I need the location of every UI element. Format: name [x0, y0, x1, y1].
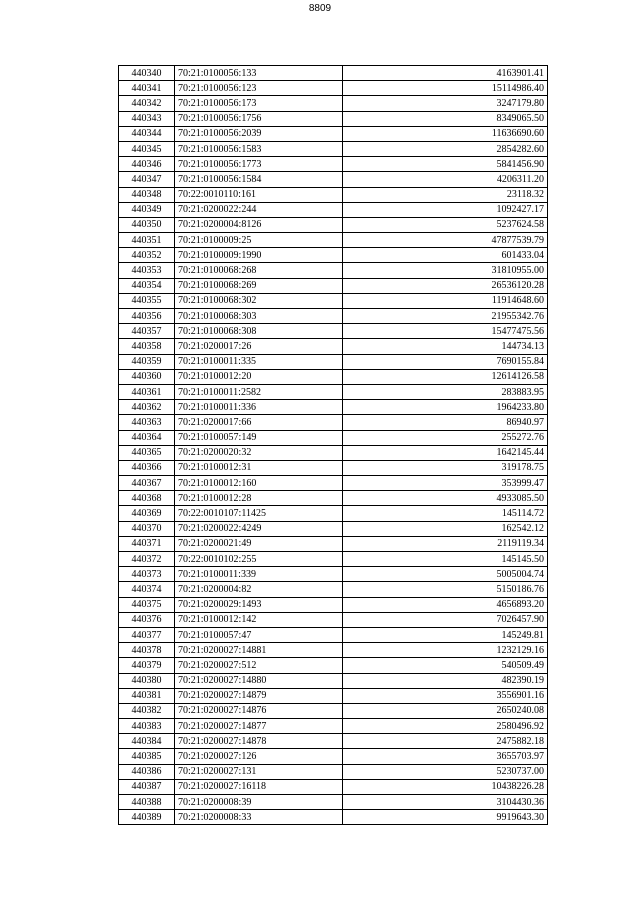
cadastral-number-cell: 70:21:0200020:32 [175, 445, 343, 460]
cadastral-value-cell: 26536120.28 [343, 278, 548, 293]
cadastral-value-cell: 2475882.18 [343, 734, 548, 749]
cadastral-value-cell: 353999.47 [343, 476, 548, 491]
table-row [119, 491, 548, 506]
cadastral-number-cell: 70:21:0200027:131 [175, 764, 343, 779]
row-number-cell: 440388 [119, 795, 175, 810]
table-row [119, 764, 548, 779]
cadastral-number-cell: 70:21:0100056:1773 [175, 157, 343, 172]
cadastral-number-cell: 70:21:0100068:268 [175, 263, 343, 278]
table-row [119, 248, 548, 263]
cadastral-number-cell: 70:21:0200027:14879 [175, 688, 343, 703]
table-row [119, 354, 548, 369]
cadastral-number-cell: 70:21:0200027:512 [175, 658, 343, 673]
row-number-cell: 440385 [119, 749, 175, 764]
cadastral-value-cell: 31810955.00 [343, 263, 548, 278]
row-number-cell: 440376 [119, 612, 175, 627]
cadastral-value-cell: 145145.50 [343, 552, 548, 567]
cadastral-number-cell: 70:21:0200022:4249 [175, 521, 343, 536]
row-number-cell: 440345 [119, 141, 175, 156]
row-number-cell: 440365 [119, 445, 175, 460]
cadastral-number-cell: 70:21:0200027:16118 [175, 779, 343, 794]
cadastral-number-cell: 70:21:0100012:31 [175, 460, 343, 475]
cadastral-number-cell: 70:21:0200027:14881 [175, 643, 343, 658]
cadastral-number-cell: 70:21:0200004:82 [175, 582, 343, 597]
table-row [119, 643, 548, 658]
cadastral-value-cell: 86940.97 [343, 415, 548, 430]
row-number-cell: 440380 [119, 673, 175, 688]
row-number-cell: 440357 [119, 324, 175, 339]
table-row [119, 324, 548, 339]
table-row [119, 688, 548, 703]
cadastral-value-cell: 2650240.08 [343, 703, 548, 718]
cadastral-number-cell: 70:21:0100056:123 [175, 81, 343, 96]
cadastral-number-cell: 70:22:0010110:161 [175, 187, 343, 202]
cadastral-value-cell: 7026457.90 [343, 612, 548, 627]
cadastral-value-cell: 540509.49 [343, 658, 548, 673]
cadastral-value-cell: 4206311.20 [343, 172, 548, 187]
table-row [119, 521, 548, 536]
row-number-cell: 440371 [119, 536, 175, 551]
table-row [119, 673, 548, 688]
cadastral-number-cell: 70:21:0100012:160 [175, 476, 343, 491]
cadastral-number-cell: 70:21:0100011:335 [175, 354, 343, 369]
table-row [119, 339, 548, 354]
row-number-cell: 440383 [119, 719, 175, 734]
cadastral-value-cell: 23118.32 [343, 187, 548, 202]
cadastral-number-cell: 70:21:0200022:244 [175, 202, 343, 217]
cadastral-value-cell: 482390.19 [343, 673, 548, 688]
cadastral-number-cell: 70:21:0200004:8126 [175, 217, 343, 232]
cadastral-value-cell: 4163901.41 [343, 66, 548, 81]
cadastral-value-cell: 144734.13 [343, 339, 548, 354]
cadastral-value-cell: 2854282.60 [343, 141, 548, 156]
table-body [119, 66, 548, 825]
row-number-cell: 440386 [119, 764, 175, 779]
cadastral-value-cell: 5841456.90 [343, 157, 548, 172]
row-number-cell: 440343 [119, 111, 175, 126]
row-number-cell: 440370 [119, 521, 175, 536]
cadastral-number-cell: 70:21:0100056:1583 [175, 141, 343, 156]
cadastral-number-cell: 70:21:0200027:126 [175, 749, 343, 764]
cadastral-number-cell: 70:21:0200017:26 [175, 339, 343, 354]
cadastral-value-cell: 12614126.58 [343, 369, 548, 384]
cadastral-value-cell: 3655703.97 [343, 749, 548, 764]
row-number-cell: 440369 [119, 506, 175, 521]
cadastral-value-cell: 4933085.50 [343, 491, 548, 506]
table-row [119, 81, 548, 96]
cadastral-number-cell: 70:21:0100011:336 [175, 400, 343, 415]
row-number-cell: 440366 [119, 460, 175, 475]
row-number-cell: 440387 [119, 779, 175, 794]
row-number-cell: 440350 [119, 217, 175, 232]
row-number-cell: 440360 [119, 369, 175, 384]
cadastral-number-cell: 70:21:0100056:1584 [175, 172, 343, 187]
row-number-cell: 440374 [119, 582, 175, 597]
row-number-cell: 440368 [119, 491, 175, 506]
cadastral-value-cell: 255272.76 [343, 430, 548, 445]
cadastral-value-cell: 2580496.92 [343, 719, 548, 734]
row-number-cell: 440364 [119, 430, 175, 445]
row-number-cell: 440344 [119, 126, 175, 141]
table-row [119, 384, 548, 399]
row-number-cell: 440379 [119, 658, 175, 673]
table-row [119, 476, 548, 491]
cadastral-number-cell: 70:21:0100012:28 [175, 491, 343, 506]
row-number-cell: 440356 [119, 309, 175, 324]
table-row [119, 552, 548, 567]
table-row [119, 400, 548, 415]
table-row [119, 567, 548, 582]
cadastral-value-cell: 15114986.40 [343, 81, 548, 96]
table-row [119, 66, 548, 81]
table-row [119, 278, 548, 293]
table-row [119, 96, 548, 111]
cadastral-number-cell: 70:21:0100068:269 [175, 278, 343, 293]
cadastral-value-cell: 283883.95 [343, 384, 548, 399]
table-row [119, 627, 548, 642]
table-row [119, 506, 548, 521]
cadastral-value-cell: 3556901.16 [343, 688, 548, 703]
cadastral-value-cell: 8349065.50 [343, 111, 548, 126]
cadastral-number-cell: 70:21:0100056:173 [175, 96, 343, 111]
table-row [119, 460, 548, 475]
table-row [119, 369, 548, 384]
cadastral-number-cell: 70:21:0200008:39 [175, 795, 343, 810]
cadastral-value-cell: 1642145.44 [343, 445, 548, 460]
cadastral-number-cell: 70:21:0100009:25 [175, 233, 343, 248]
cadastral-value-cell: 5230737.00 [343, 764, 548, 779]
row-number-cell: 440372 [119, 552, 175, 567]
cadastral-number-cell: 70:21:0100068:308 [175, 324, 343, 339]
table-row [119, 111, 548, 126]
row-number-cell: 440375 [119, 597, 175, 612]
row-number-cell: 440382 [119, 703, 175, 718]
table-row [119, 597, 548, 612]
row-number-cell: 440349 [119, 202, 175, 217]
row-number-cell: 440358 [119, 339, 175, 354]
table-row [119, 795, 548, 810]
row-number-cell: 440359 [119, 354, 175, 369]
cadastral-number-cell: 70:21:0100011:339 [175, 567, 343, 582]
cadastral-value-cell: 5150186.76 [343, 582, 548, 597]
cadastral-number-cell: 70:22:0010107:11425 [175, 506, 343, 521]
cadastral-value-cell: 11636690.60 [343, 126, 548, 141]
cadastral-value-table [118, 65, 548, 825]
cadastral-number-cell: 70:21:0100068:303 [175, 309, 343, 324]
cadastral-number-cell: 70:21:0200027:14880 [175, 673, 343, 688]
cadastral-value-cell: 319178.75 [343, 460, 548, 475]
cadastral-number-cell: 70:22:0010102:255 [175, 552, 343, 567]
cadastral-value-cell: 9919643.30 [343, 810, 548, 825]
cadastral-value-cell: 1232129.16 [343, 643, 548, 658]
row-number-cell: 440378 [119, 643, 175, 658]
table-row [119, 719, 548, 734]
table-row [119, 141, 548, 156]
cadastral-value-cell: 3104430.36 [343, 795, 548, 810]
cadastral-number-cell: 70:21:0100056:1756 [175, 111, 343, 126]
table-row [119, 202, 548, 217]
table-row [119, 217, 548, 232]
table-row [119, 157, 548, 172]
cadastral-number-cell: 70:21:0100057:47 [175, 627, 343, 642]
row-number-cell: 440352 [119, 248, 175, 263]
table-row [119, 293, 548, 308]
cadastral-number-cell: 70:21:0100056:133 [175, 66, 343, 81]
row-number-cell: 440354 [119, 278, 175, 293]
row-number-cell: 440347 [119, 172, 175, 187]
cadastral-number-cell: 70:21:0100011:2582 [175, 384, 343, 399]
table-row [119, 309, 548, 324]
table-row [119, 703, 548, 718]
cadastral-value-cell: 2119119.34 [343, 536, 548, 551]
cadastral-number-cell: 70:21:0100057:149 [175, 430, 343, 445]
row-number-cell: 440340 [119, 66, 175, 81]
table-row [119, 582, 548, 597]
cadastral-value-cell: 1964233.80 [343, 400, 548, 415]
page-number: 8809 [308, 3, 332, 14]
cadastral-value-cell: 21955342.76 [343, 309, 548, 324]
cadastral-value-cell: 5005004.74 [343, 567, 548, 582]
row-number-cell: 440373 [119, 567, 175, 582]
row-number-cell: 440381 [119, 688, 175, 703]
table-row [119, 126, 548, 141]
table-row [119, 415, 548, 430]
row-number-cell: 440384 [119, 734, 175, 749]
cadastral-value-cell: 3247179.80 [343, 96, 548, 111]
table-row [119, 658, 548, 673]
cadastral-value-cell: 47877539.79 [343, 233, 548, 248]
row-number-cell: 440346 [119, 157, 175, 172]
row-number-cell: 440367 [119, 476, 175, 491]
cadastral-value-cell: 601433.04 [343, 248, 548, 263]
cadastral-value-cell: 10438226.28 [343, 779, 548, 794]
row-number-cell: 440353 [119, 263, 175, 278]
table-row [119, 233, 548, 248]
cadastral-number-cell: 70:21:0100056:2039 [175, 126, 343, 141]
cadastral-number-cell: 70:21:0100068:302 [175, 293, 343, 308]
table-row [119, 734, 548, 749]
row-number-cell: 440363 [119, 415, 175, 430]
table-row [119, 263, 548, 278]
cadastral-value-cell: 145114.72 [343, 506, 548, 521]
cadastral-number-cell: 70:21:0200021:49 [175, 536, 343, 551]
cadastral-number-cell: 70:21:0100012:142 [175, 612, 343, 627]
cadastral-number-cell: 70:21:0200017:66 [175, 415, 343, 430]
cadastral-number-cell: 70:21:0100012:20 [175, 369, 343, 384]
cadastral-value-cell: 4656893.20 [343, 597, 548, 612]
cadastral-number-cell: 70:21:0200027:14877 [175, 719, 343, 734]
table-row [119, 172, 548, 187]
cadastral-number-cell: 70:21:0200027:14878 [175, 734, 343, 749]
cadastral-value-cell: 5237624.58 [343, 217, 548, 232]
row-number-cell: 440342 [119, 96, 175, 111]
row-number-cell: 440377 [119, 627, 175, 642]
table-row [119, 187, 548, 202]
table-row [119, 749, 548, 764]
table-row [119, 612, 548, 627]
table-row [119, 779, 548, 794]
table-row [119, 445, 548, 460]
cadastral-value-cell: 7690155.84 [343, 354, 548, 369]
row-number-cell: 440355 [119, 293, 175, 308]
cadastral-number-cell: 70:21:0200027:14876 [175, 703, 343, 718]
row-number-cell: 440341 [119, 81, 175, 96]
table-row [119, 810, 548, 825]
row-number-cell: 440361 [119, 384, 175, 399]
cadastral-number-cell: 70:21:0100009:1990 [175, 248, 343, 263]
row-number-cell: 440389 [119, 810, 175, 825]
cadastral-value-cell: 11914648.60 [343, 293, 548, 308]
cadastral-value-cell: 162542.12 [343, 521, 548, 536]
row-number-cell: 440348 [119, 187, 175, 202]
cadastral-value-cell: 1092427.17 [343, 202, 548, 217]
cadastral-number-cell: 70:21:0200008:33 [175, 810, 343, 825]
table-row [119, 430, 548, 445]
cadastral-value-cell: 15477475.56 [343, 324, 548, 339]
cadastral-number-cell: 70:21:0200029:1493 [175, 597, 343, 612]
row-number-cell: 440351 [119, 233, 175, 248]
row-number-cell: 440362 [119, 400, 175, 415]
cadastral-value-cell: 145249.81 [343, 627, 548, 642]
table-row [119, 536, 548, 551]
